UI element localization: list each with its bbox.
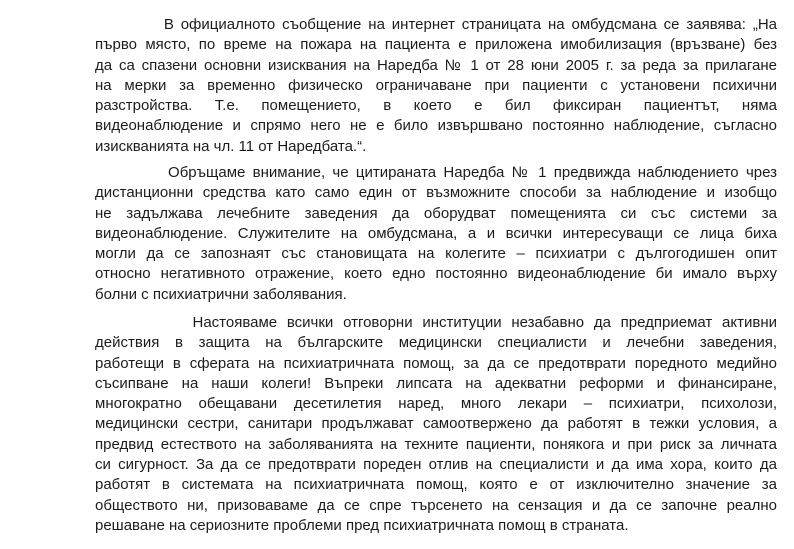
text-line: изискванията на чл. 11 от Наредбата.“.	[95, 137, 367, 155]
text-line: да са спазени основни изисквания на Наредба № 1 от 28 юни 2005 г. за реда за прилагане	[95, 56, 777, 74]
text-line: В официалното съобщение на интернет страницата на омбудсмана се заявява: „На	[95, 16, 777, 33]
text-line: видеонаблюдение. Служителите на омбудсмана, а и всички интересуващи се лица биха	[95, 224, 777, 242]
text-line: медицински сестри, санитари продължават самоотвержено да работят в тежки условия, а	[95, 415, 777, 433]
text-line: относно негативното отражение, което едно постоянно видеонаблюдение би имало върху	[95, 265, 777, 283]
text-line: работят в системата на психиатричната помощ, която е от изключително значение за	[95, 476, 777, 494]
text-line: разстройства. Т.е. помещението, в което е бил фиксиран пациентът, няма	[95, 97, 777, 115]
text-line: действия в защита на българските медицински специалисти и лечебни заведения,	[95, 334, 777, 352]
text-line: на мерки за временно физическо ограничаване при пациенти с установени психични	[95, 76, 777, 94]
text-line: многократно обещавани десетилетия наред, много лекари – психиатри, психолози,	[95, 395, 777, 413]
text-line: Настояваме всички отговорни институции незабавно да предприемат активни	[95, 314, 777, 331]
text-line: не задължава лечебните заведения да оборудват помещенията си със системи за	[95, 204, 777, 222]
text-line: видеонаблюдение и спрямо него не е било извършвано постоянно наблюдение, съгласно	[95, 117, 777, 135]
paragraph-ombudsman-statement	[95, 15, 777, 157]
text-line: работещи в сферата на психиатричната помощ, за да се предотврати поредното медийно	[95, 354, 777, 372]
text-line: съсипване на наши колеги! Въпреки липсата на адекватни реформи и финансиране,	[95, 374, 777, 392]
text-line: решаване на сериозните проблеми пред психиатричната помощ в страната.	[95, 516, 629, 534]
paragraph-regulation-note	[95, 163, 777, 305]
text-line: дистанционни средства като само един от възможните способи за наблюдение и изобщо	[95, 184, 777, 202]
text-line: предвид естеството на заболяванията на техните пациенти, понякога и при риск за личната	[95, 435, 777, 453]
text-line: обществото ни, призоваваме да се спре търсенето на сензация и да се започне реално	[95, 496, 777, 514]
paragraph-call-to-action	[95, 313, 777, 536]
text-line: могли да се запознаят със становищата на колегите – психиатри с дългогодишен опит	[95, 245, 777, 263]
text-line: болни с психиатрични заболявания.	[95, 285, 347, 303]
text-line: първо място, по време на пожара на пациента е приложена имобилизация (връзване) без	[95, 36, 777, 54]
text-line: Обръщаме внимание, че цитираната Наредба № 1 предвижда наблюдението чрез	[95, 164, 777, 181]
text-line: си сигурност. За да се предотврати пореден отлив на специалисти и да има хора, които да	[95, 456, 777, 474]
